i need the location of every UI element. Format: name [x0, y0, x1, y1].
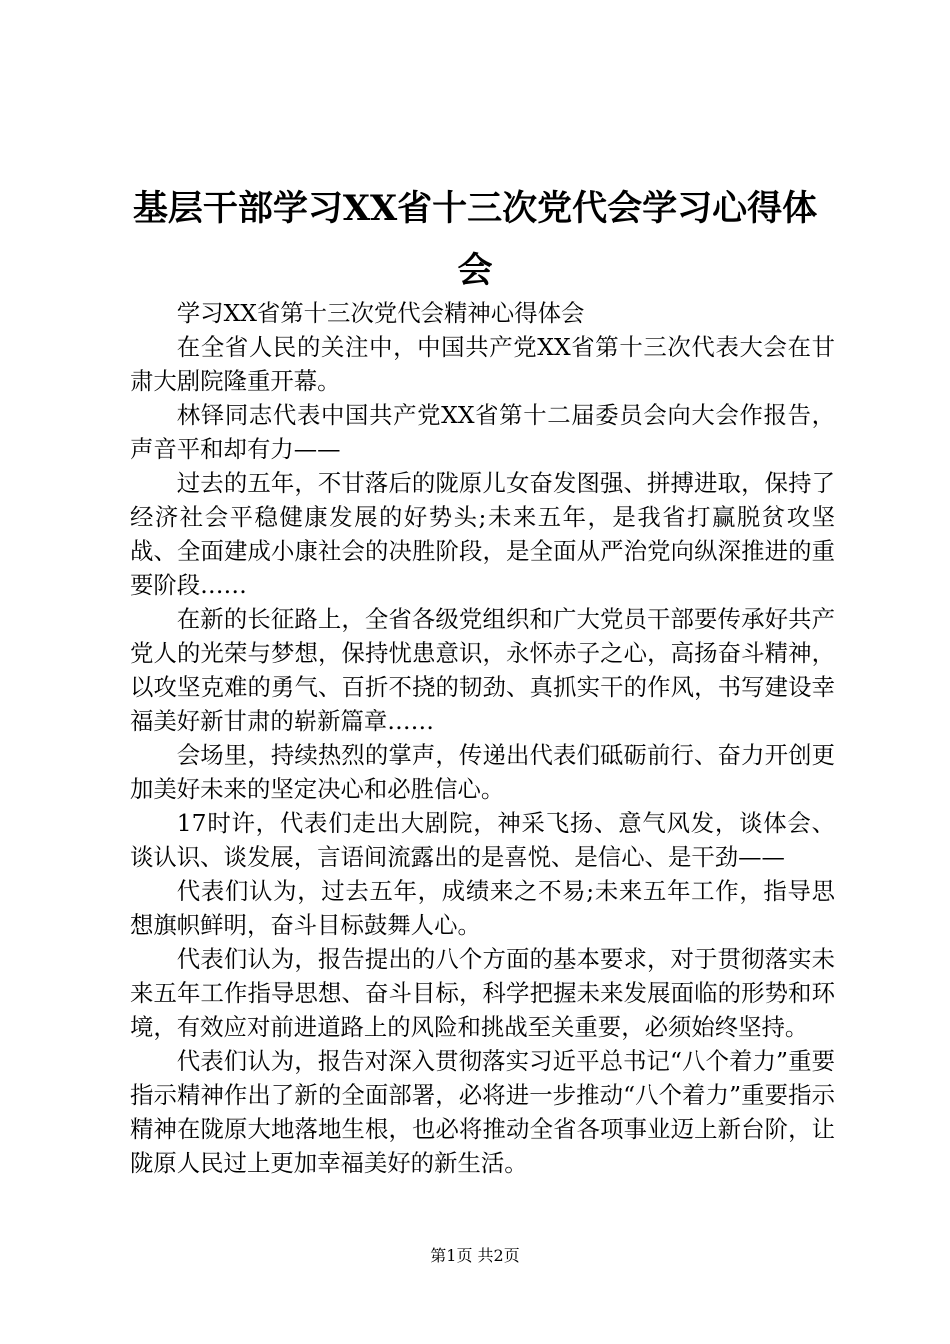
paragraph: 林铎同志代表中国共产党XX省第十二届委员会向大会作报告，声音平和却有力——	[130, 401, 835, 463]
paragraph: 过去的五年，不甘落后的陇原儿女奋发图强、拼搏进取，保持了经济社会平稳健康发展的好势头;未来五年，是我省打赢脱贫攻坚战、全面建成小康社会的决胜阶段，是全面从严治党向纵深推进的重要阶段……	[130, 469, 835, 599]
paragraph: 代表们认为，报告提出的八个方面的基本要求，对于贯彻落实未来五年工作指导思想、奋斗目标，科学把握未来发展面临的形势和环境，有效应对前进道路上的风险和挑战至关重要，必须始终坚持。	[130, 945, 835, 1041]
page-number-footer: 第1页 共2页	[430, 1246, 520, 1265]
paragraph: 在全省人民的关注中，中国共产党XX省第十三次代表大会在甘肃大剧院隆重开幕。	[130, 333, 835, 395]
paragraph: 会场里，持续热烈的掌声，传递出代表们砥砺前行、奋力开创更加美好未来的坚定决心和必胜信心。	[130, 741, 835, 803]
document-body	[130, 296, 835, 1180]
paragraph: 代表们认为，过去五年，成绩来之不易;未来五年工作，指导思想旗帜鲜明，奋斗目标鼓舞人心。	[130, 877, 835, 939]
paragraph-subtitle: 学习XX省第十三次党代会精神心得体会	[176, 299, 585, 327]
paragraph: 代表们认为，报告对深入贯彻落实习近平总书记“八个着力”重要指示精神作出了新的全面部署，必将进一步推动“八个着力”重要指示精神在陇原大地落地生根，也必将推动全省各项事业迈上新台阶，让陇原人民过上更加幸福美好的新生活。	[130, 1047, 835, 1177]
paragraph: 在新的长征路上，全省各级党组织和广大党员干部要传承好共产党人的光荣与梦想，保持忧患意识，永怀赤子之心，高扬奋斗精神，以攻坚克难的勇气、百折不挠的韧劲、真抓实干的作风，书写建设幸福美好新甘肃的崭新篇章……	[130, 605, 835, 735]
paragraph: 17时许，代表们走出大剧院，神采飞扬、意气风发，谈体会、谈认识、谈发展，言语间流露出的是喜悦、是信心、是干劲——	[130, 809, 835, 871]
document-title: 基层干部学习XX省十三次党代会学习心得体会	[132, 188, 818, 291]
